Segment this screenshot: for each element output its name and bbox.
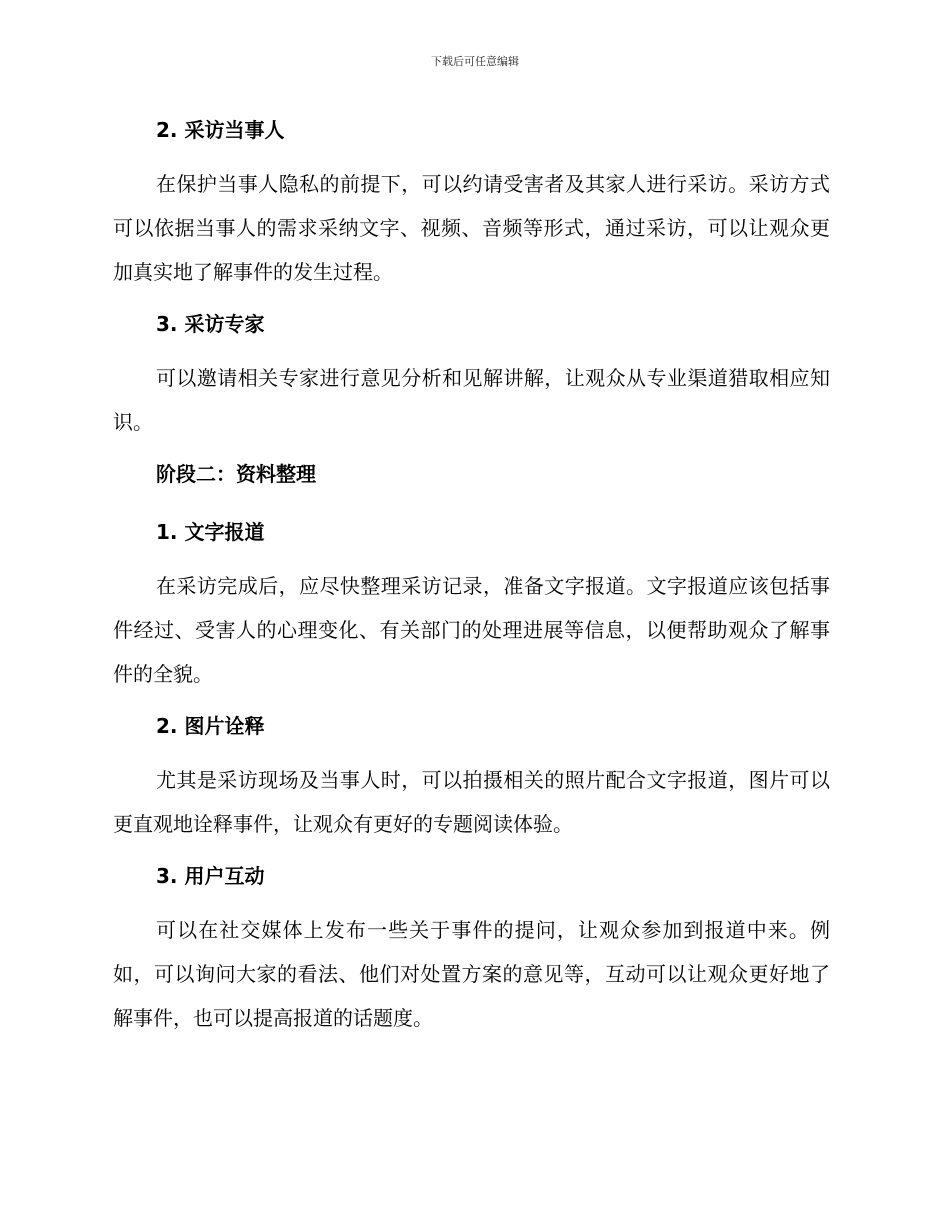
- section-heading: 2. 采访当事人: [156, 118, 285, 142]
- paragraph: 在保护当事人隐私的前提下，可以约请受害者及其家人进行采访。采访方式可以依据当事人的需求采纳文字、视频、音频等形式，通过采访，可以让观众更加真实地了解事件的发生过程。: [113, 172, 830, 284]
- paragraph: 可以邀请相关专家进行意见分析和见解讲解，让观众从专业渠道猎取相应知识。: [113, 366, 830, 434]
- paragraph: 尤其是采访现场及当事人时，可以拍摄相关的照片配合文字报道，图片可以更直观地诠释事件，让观众有更好的专题阅读体验。: [113, 768, 830, 836]
- page-header: 下载后可任意编辑: [431, 55, 519, 68]
- paragraph: 可以在社交媒体上发布一些关于事件的提问，让观众参加到报道中来。例如，可以询问大家的看法、他们对处置方案的意见等，互动可以让观众更好地了解事件，也可以提高报道的话题度。: [113, 918, 830, 1030]
- section-heading: 2. 图片诠释: [156, 714, 265, 738]
- section-heading: 1. 文字报道: [156, 520, 265, 544]
- document-body: [113, 116, 830, 1040]
- section-heading: 3. 用户互动: [156, 864, 265, 888]
- stage-heading: 阶段二：资料整理: [156, 462, 316, 486]
- section-heading: 3. 采访专家: [156, 312, 265, 336]
- paragraph: 在采访完成后，应尽快整理采访记录，准备文字报道。文字报道应该包括事件经过、受害人的心理变化、有关部门的处理进展等信息，以便帮助观众了解事件的全貌。: [113, 574, 830, 686]
